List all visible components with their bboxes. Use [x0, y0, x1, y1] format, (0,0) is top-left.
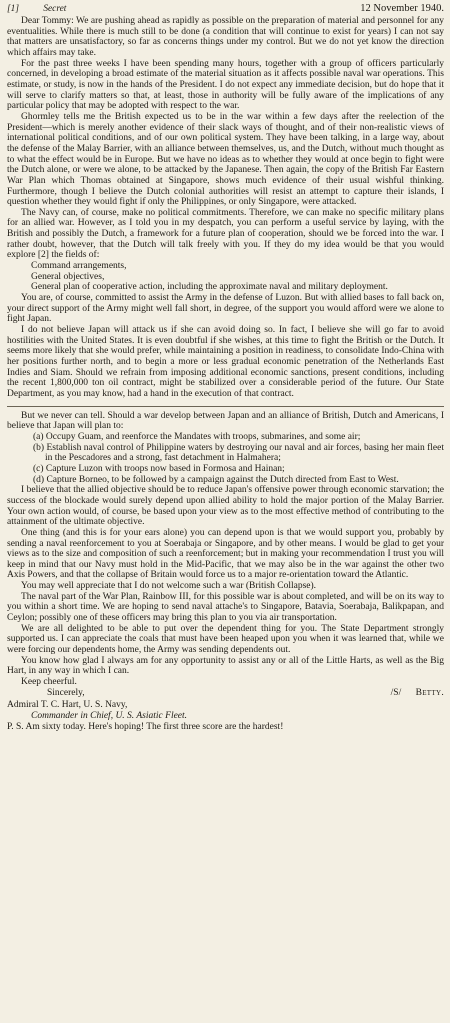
paragraph-ghormley: Ghormley tells me the British expected us to be in the war within a few days after the reelection of the President—which is merely another evidence of their slack ways of thought, and of their non-realistic views of international political conditions, and of our own political system. They have been talking, in a large way, about the defense of the Malay Barrier, with an alliance between themselves, us, and the Dutch, without much thought as to what the effect would be in Europe. But we have no ideas as to whether they would at once begin to fight were the Dutch alone, or were we alone, to be attacked by the Japanese. Then again, the copy of the British Far Eastern War Plan which Thomas obtained at Singapore, shows much evidence of their usual wishful thinking. Furthermore, though I believe the Dutch colonial authorities will resist an attempt to capture their islands, I question whether they would fight if only the Philippines, or only Singapore, were attacked. [7, 111, 444, 208]
page-header [7, 3, 444, 15]
classification-label: Secret [43, 4, 67, 14]
list-item: (a) Occupy Guam, and reenforce the Mandates with troops, submarines, and some air; [33, 431, 361, 442]
closing-keep-cheerful: Keep cheerful. [21, 677, 77, 688]
postscript: P. S. Am sixty today. Here's hoping! The first three score are the hardest! [7, 721, 284, 732]
recipient-address [7, 700, 444, 721]
signature-mark: /S/ [390, 687, 402, 698]
list-item: (c) Capture Luzon with troops now based in Formosa and Hainan; [33, 463, 285, 474]
fields-list [7, 261, 444, 293]
recipient-name: Admiral T. C. Hart, U. S. Navy, [7, 700, 128, 711]
letter-date: 12 November 1940. [360, 3, 444, 14]
paragraph-dependents: We are all delighted to be able to put over the dependent thing for you. The State Department strongly supported us. I can appreciate the coals that must have been heaped upon you when it was learned that, while we were forcing our dependents home, the Army was sending dependents out. [7, 623, 444, 656]
recipient-title: Commander in Chief, U. S. Asiatic Fleet. [31, 711, 188, 721]
list-item: (d) Capture Borneo, to be followed by a campaign against the Dutch directed from East to West. [33, 474, 399, 485]
closing-sincerely: Sincerely, [47, 687, 85, 698]
paragraph-harts: You know how glad I always am for any opportunity to assist any or all of the Little Harts, as well as the Big Hart, in any way in which I can. [7, 655, 444, 677]
paragraph-luzon: You are, of course, committed to assist the Army in the defense of Luzon. But with allied bases to fall back on, your direct support of the Army might well fall short, in degree, of the support you would afford were we alone to fight Japan. [7, 293, 444, 325]
paragraph-rainbow-plan: The naval part of the War Plan, Rainbow III, for this possible war is about completed, and will be on its way to you within a short time. We are hoping to send naval attache's to Singapore, Batavia, Soerabaja, Balikpapan, and Ceylon; possibly one of these officers may bring this plan to you via air transportation. [7, 591, 444, 624]
signature-line [7, 688, 444, 699]
signature-name: Betty. [415, 687, 444, 698]
list-item: (b) Establish naval control of Philippine waters by destroying our naval and air forces, basing her main fleet in the Pescadores and a strong, fast detachment in Halmahera; [33, 442, 444, 464]
paragraph-estimate: For the past three weeks I have been spending many hours, together with a group of officers particularly concerned, in developing a broad estimate of the material situation as it affects possible naval war operations. This estimate, or study, is now in the hands of the President. I do not expect any immediate decision, but do hope that it will serve to clarify matters so that, at least, those in authority will be fully aware of the implications of any particular policy that may be adopted with respect to the war. [7, 58, 444, 112]
paragraph-navy-commitments: The Navy can, of course, make no political commitments. Therefore, we can make no specific military plans for an allied war. However, as I told you in my despatch, you can perform a useful service by laying, with the British and possibly the Dutch, a framework for a future plan of cooperation, should we be forced into the war. I rather doubt, however, that the Dutch will talk freely with you. If they do my idea would be that you would explore [2] the fields of: [7, 207, 444, 261]
plan-list [7, 432, 444, 485]
paragraph-allied-objective: I believe that the allied objective should be to reduce Japan's offensive power through economic starvation; the success of the blockade would surely depend upon allied ability to hold the major portion of the Malay Barrier. Your own action would, of course, be based upon your view as to the most effective method of contributing to the attainment of the ultimate objective. [7, 485, 444, 528]
section-divider [7, 406, 444, 407]
page-label: [1] [7, 4, 19, 14]
paragraph-salutation: Dear Tommy: We are pushing ahead as rapidly as possible on the preparation of material and personnel for any eventualities. While there is much still to be done (a condition that will continue to exist for years) I can not say that matters are unsatisfactory, so far as concerns things under my control. But we do not yet know the direction which affairs may take. [7, 16, 444, 58]
paragraph-british-collapse: You may well appreciate that I do not welcome such a war (British Collapse). [21, 581, 317, 592]
paragraph-support: One thing (and this is for your ears alone) you can depend upon is that we would support you, probably by sending a naval reenforcement to you at Soerabaja or Singapore, and by other means. I would be glad to get your views as to the size and composition of such a reenforcement; but in making your recommendation I trust you will keep in mind that our Navy must hold in the Mid-Pacific, that we may also be in the war against the other two Axis Powers, and that the collapse of Britain would force us to a major re-orientation toward the Atlantic. [7, 527, 444, 581]
paragraph-never-tell: But we never can tell. Should a war develop between Japan and an alliance of British, Dutch and Americans, I believe that Japan will plan to: [7, 410, 444, 432]
list-item: General objectives, [31, 271, 105, 282]
paragraph-japan-intent: I do not believe Japan will attack us if she can avoid doing so. In fact, I believe she will go far to avoid hostilities with the United States. It is even doubtful if she wishes, at this time to fight the British or the Dutch. It seems more likely that she would prefer, while maintaining a position in readiness, to consolidate Indo-China with her positions further north, and to begin a more or less gradual economic penetration of the Netherlands East Indies and Siam. Should we refrain from imposing additional economic sanctions, present conditions, including the recent 1,800,000 ton oil contract, might be stabilized over a considerable period of the future. Our State Department, as you may know, had a hand in the execution of that contract. [7, 325, 444, 399]
list-item: General plan of cooperative action, including the approximate naval and military deployment. [31, 282, 388, 293]
list-item: Command arrangements, [31, 261, 127, 272]
header-left [7, 4, 66, 15]
signature [391, 688, 444, 699]
